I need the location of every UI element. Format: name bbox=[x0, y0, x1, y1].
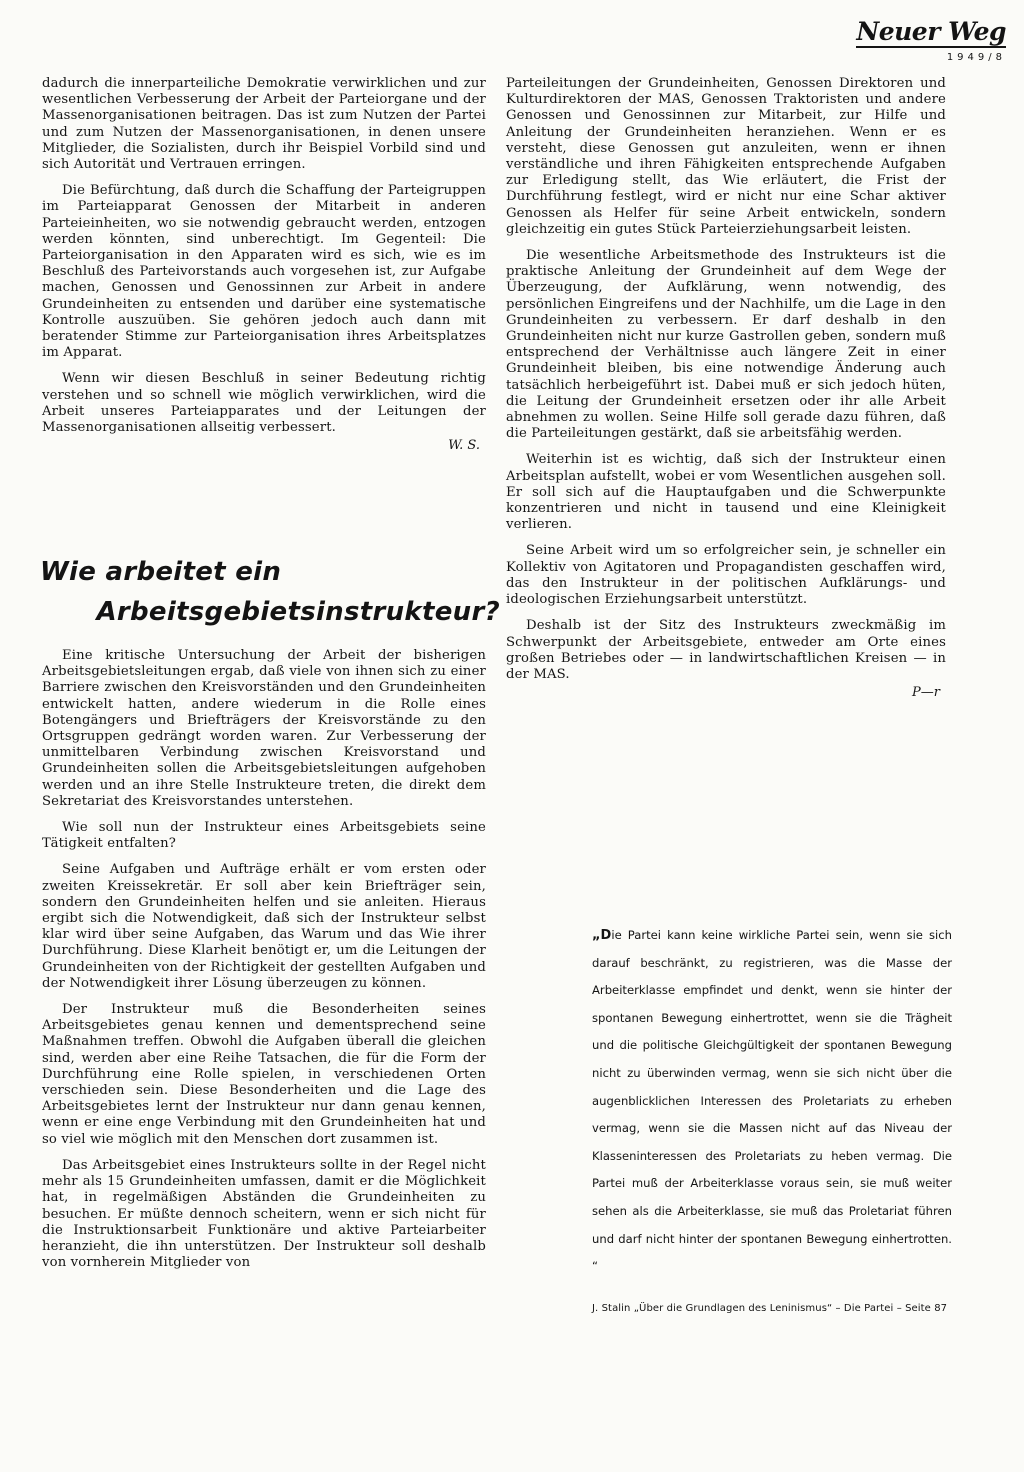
headline-line-1: Wie arbeitet ein bbox=[40, 557, 282, 587]
author-signature: W. S. bbox=[448, 438, 480, 454]
article-paragraph: Die wesentliche Arbeitsmethode des Instrukteurs ist die praktische Anleitung der Grundeinheit auf dem Wege der Überzeugung, der Aufklärung, wenn notwendig, des persönlichen Eingreifens und der Nachhilfe, um die Lage in den Grundeinheiten zu verbessern. Er darf deshalb in den Grundeinheiten nicht nur kurze Gastrollen geben, sondern muß entsprechend der Verhältnisse auch längere Zeit in einer Grundeinheit bleiben, bis eine notwendige Änderung auch tatsächlich herbeigeführt ist. Dabei muß er sich jedoch hüten, die Leitung der Grundeinheit ersetzen oder ihr alle Arbeit abnehmen zu wollen. Seine Hilfe soll gerade dazu führen, daß die Parteileitungen gestärkt, daß sie arbeitsfähig werden. bbox=[506, 248, 946, 442]
quote-opening: „D bbox=[592, 928, 612, 943]
article-paragraph: Das Arbeitsgebiet eines Instrukteurs sollte in der Regel nicht mehr als 15 Grundeinheiten umfassen, damit er die Möglichkeit hat, in regelmäßigen Abständen die Grundeinheiten zu besuchen. Er müßte dennoch scheitern, wenn er sich nicht für die Instruktionsarbeit Funktionäre und aktive Parteiarbeiter heranzieht, die ihn unterstützen. Der Instrukteur soll deshalb von vornherein Mitglieder von bbox=[42, 1157, 486, 1271]
article-paragraph: Wenn wir diesen Beschluß in seiner Bedeutung richtig verstehen und so schnell wie möglich verwirklichen, wird die Arbeit unseres Parteiapparates und der Leitungen der Massenorganisationen allseitig verbessert. bbox=[42, 371, 486, 436]
left-column-top bbox=[42, 76, 486, 453]
left-column-bottom bbox=[42, 648, 486, 1281]
article-paragraph: Der Instrukteur muß die Besonderheiten seines Arbeitsgebietes genau kennen und dementsprechend seine Maßnahmen treffen. Obwohl die Aufgaben überall die gleichen sind, werden aber eine Reihe Tatsachen, die für die Form der Durchführung eine Rolle spielen, in verschiedenen Orten verschieden sein. Diese Besonderheiten und die Lage des Arbeitsgebietes lernt der Instrukteur nur dann genau kennen, wenn er eine enge Verbindung mit den Grundeinheiten hat und so viel wie möglich mit den Menschen dort zusammen ist. bbox=[42, 1002, 486, 1147]
article-paragraph: Seine Arbeit wird um so erfolgreicher sein, je schneller ein Kollektiv von Agitatoren und Propagandisten geschaffen wird, das den Instrukteur in der politischen Aufklärungs- und ideologischen Erziehungsarbeit unterstützt. bbox=[506, 543, 946, 608]
quote-text: ie Partei kann keine wirkliche Partei sein, wenn sie sich darauf beschränkt, zu registrieren, was die Masse der Arbeiterklasse empfindet und denkt, wenn sie hinter der spontanen Bewegung einhertrottet, wenn sie die Trägheit und die politische Gleichgültigkeit der spontanen Bewegung nicht zu überwinden vermag, wenn sie sich nicht über die augenblicklichen Interessen des Proletariats zu erheben vermag, wenn sie die Massen nicht auf das Niveau der Klasseninteressen des Proletariats zu heben vermag. Die Partei muß der Arbeiterklasse voraus sein, sie muß weiter sehen als die Arbeiterklasse, sie muß das Proletariat führen und darf nicht hinter der spontanen Bewegung einhertrotten. “ bbox=[592, 928, 952, 1274]
stalin-quote bbox=[592, 922, 952, 1281]
article-paragraph: Wie soll nun der Instrukteur eines Arbeitsgebiets seine Tätigkeit entfalten? bbox=[42, 820, 486, 852]
article-paragraph: dadurch die innerparteiliche Demokratie verwirklichen und zur wesentlichen Verbesserung der Arbeit der Parteiorgane und der Massenorganisationen beitragen. Das ist zum Nutzen der Partei und zum Nutzen der Massenorganisationen, in denen unsere Mitglieder, die Sozialisten, durch ihr Beispiel Vorbild sind und sich Autorität und Vertrauen erringen. bbox=[42, 76, 486, 173]
headline-line-2: Arbeitsgebietsinstrukteur? bbox=[96, 597, 500, 627]
article-paragraph: Eine kritische Untersuchung der Arbeit der bisherigen Arbeitsgebietsleitungen ergab, daß viele von ihnen sich zu einer Barriere zwischen den Kreisvorständen und den Grundeinheiten entwickelt hatten, andere wiederum in die Rolle eines Botengängers und Briefträgers der Kreisvorstände zu den Ortsgruppen gedrängt worden waren. Zur Verbesserung der unmittelbaren Verbindung zwischen Kreisvorstand und Grundeinheiten sollen die Arbeitsgebietsleitungen aufgehoben werden und an ihre Stelle Instrukteure treten, die direkt dem Sekretariat des Kreisvorstandes unterstehen. bbox=[42, 648, 486, 809]
article-paragraph: Die Befürchtung, daß durch die Schaffung der Parteigruppen im Parteiapparat Genossen der Mitarbeit in anderen Parteieinheiten, wo sie notwendig gebraucht werden, entzogen werden könnten, sind unberechtigt. Im Gegenteil: Die Parteiorganisation in den Apparaten wird es sich, wie es im Beschluß des Parteivorstands auch vorgesehen ist, zur Aufgabe machen, Genossen und Genossinnen zur Arbeit in andere Grundeinheiten zu entsenden und darüber eine systematische Kontrolle auszuüben. Sie gehören jedoch auch dann mit beratender Stimme zur Parteiorganisation ihres Arbeitsplatzes im Apparat. bbox=[42, 183, 486, 361]
masthead bbox=[856, 18, 1006, 63]
newspaper-logo: Neuer Weg bbox=[856, 17, 1006, 46]
quote-citation: J. Stalin „Über die Grundlagen des Leninismus“ – Die Partei – Seite 87 bbox=[592, 1302, 948, 1314]
right-column bbox=[506, 76, 946, 700]
author-signature: P—r bbox=[912, 685, 940, 701]
article-paragraph: Parteileitungen der Grundeinheiten, Genossen Direktoren und Kulturdirektoren der MAS, Genossen Traktoristen und andere Genossen und Genossinnen zur Mitarbeit, zur Hilfe und Anleitung der Grundeinheiten heranziehen. Wenn er es versteht, diese Genossen gut anzuleiten, wenn er ihnen verständliche und ihren Fähigkeiten entsprechende Aufgaben zur Erledigung stellt, das Wie erläutert, die Frist der Durchführung festlegt, wird er nicht nur eine Schar aktiver Genossen als Helfer für seine Arbeit entwickeln, sondern gleichzeitig ein gutes Stück Parteierziehungsarbeit leisten. bbox=[506, 76, 946, 237]
quote-box bbox=[592, 922, 952, 1314]
article-paragraph: Weiterhin ist es wichtig, daß sich der Instrukteur einen Arbeitsplan aufstellt, wobei er vom Wesentlichen ausgehen soll. Er soll sich auf die Hauptaufgaben und die Schwerpunkte konzentrieren und nicht in tausend und eine Kleinigkeit verlieren. bbox=[506, 452, 946, 533]
article-paragraph: Seine Aufgaben und Aufträge erhält er vom ersten oder zweiten Kreissekretär. Er soll aber kein Briefträger sein, sondern den Grundeinheiten helfen und sie anleiten. Hieraus ergibt sich die Notwendigkeit, daß sich der Instrukteur selbst klar wird über seine Aufgaben, das Warum und das Wie ihrer Durchführung. Diese Klarheit benötigt er, um die Leitungen der Grundeinheiten von der Richtigkeit der gestellten Aufgaben und der Notwendigkeit ihrer Lösung überzeugen zu können. bbox=[42, 862, 486, 991]
article-headline bbox=[40, 552, 500, 632]
issue-number: 1949/8 bbox=[946, 52, 1006, 63]
article-paragraph: Deshalb ist der Sitz des Instrukteurs zweckmäßig im Schwerpunkt der Arbeitsgebiete, entweder am Orte eines großen Betriebes oder — in landwirtschaftlichen Kreisen — in der MAS. bbox=[506, 618, 946, 682]
